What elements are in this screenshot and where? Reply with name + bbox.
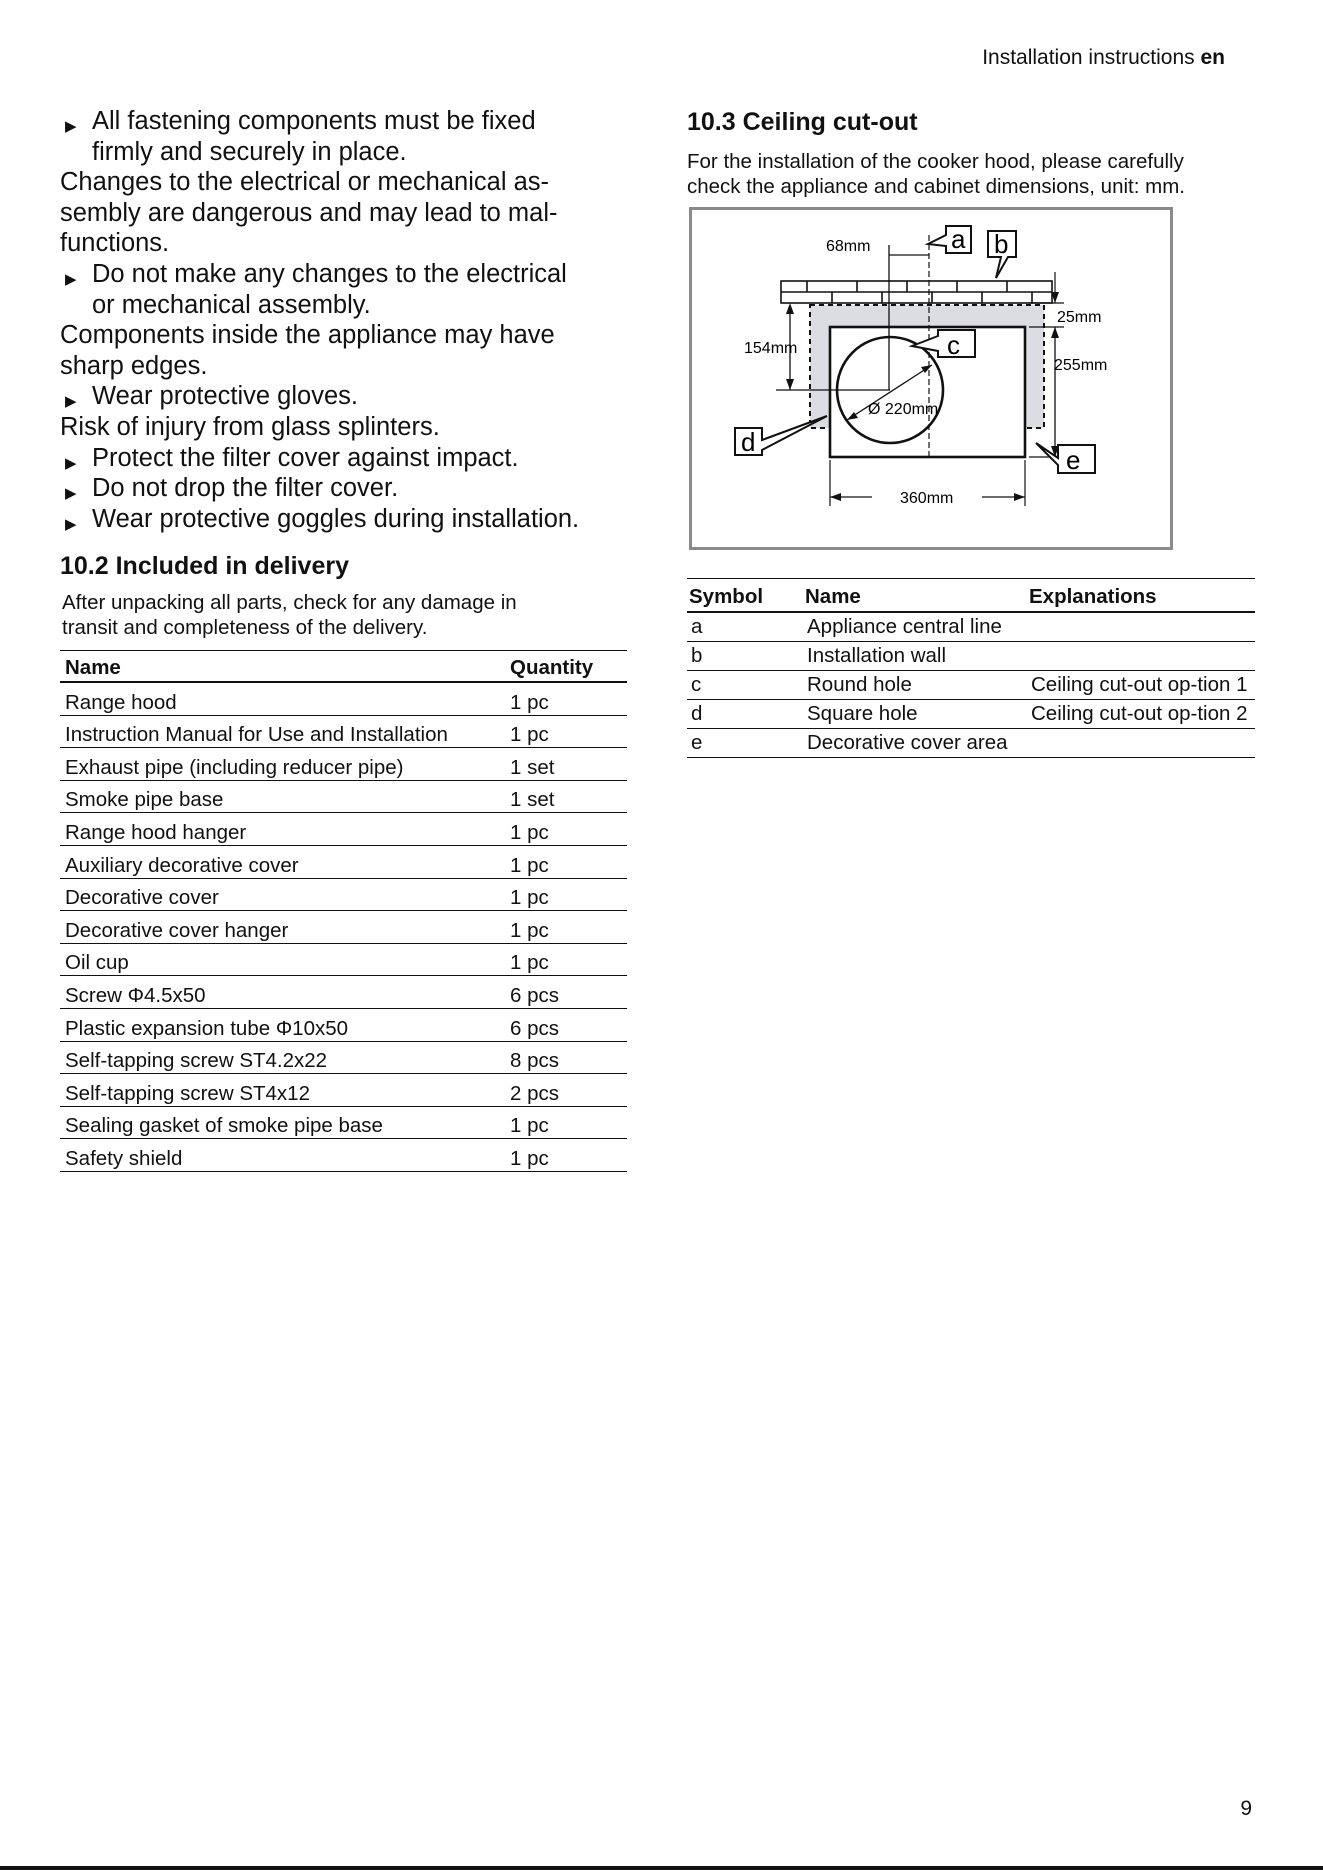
cell-symbol: e xyxy=(687,729,803,758)
item-name: Self-tapping screw ST4.2x22 xyxy=(60,1041,505,1074)
item-quantity: 1 set xyxy=(505,748,627,781)
table-row xyxy=(60,1041,627,1074)
triangle-bullet-icon: ▶ xyxy=(65,515,77,533)
section-title-delivery: 10.2 Included in delivery xyxy=(60,552,350,580)
item-name: Auxiliary decorative cover xyxy=(60,845,505,878)
item-name: Sealing gasket of smoke pipe base xyxy=(60,1106,505,1139)
item-quantity: 1 pc xyxy=(505,715,627,748)
header-language: en xyxy=(1200,46,1225,69)
cutout-drawing xyxy=(692,210,1170,547)
item-name: Self-tapping screw ST4x12 xyxy=(60,1074,505,1107)
item-name: Plastic expansion tube Φ10x50 xyxy=(60,1008,505,1041)
table-row xyxy=(60,1074,627,1107)
column-header-symbol: Symbol xyxy=(687,579,803,613)
item-name: Range hood xyxy=(60,682,505,715)
item-quantity: 8 pcs xyxy=(505,1041,627,1074)
paragraph-line: Changes to the electrical or mechanical as- xyxy=(60,168,549,197)
dim-68: 68mm xyxy=(826,238,871,255)
table-row xyxy=(60,1139,627,1172)
table-row xyxy=(60,682,627,715)
table-row xyxy=(60,976,627,1009)
table-row xyxy=(60,1008,627,1041)
cell-name: Round hole xyxy=(803,671,1027,700)
bullet-item: ▶ Do not drop the filter cover. xyxy=(60,473,630,504)
triangle-bullet-icon: ▶ xyxy=(65,270,77,288)
item-quantity: 1 pc xyxy=(505,845,627,878)
callout-d: d xyxy=(741,427,756,457)
bullet-item: ▶ Protect the filter cover against impact. xyxy=(60,443,630,474)
table-row xyxy=(60,748,627,781)
cell-name: Installation wall xyxy=(803,642,1027,671)
callout-a: a xyxy=(951,224,966,254)
item-quantity: 6 pcs xyxy=(505,1008,627,1041)
cell-expl xyxy=(1027,612,1255,642)
table-row xyxy=(687,642,1255,671)
dim-25: 25mm xyxy=(1057,309,1102,326)
paragraph-line: Components inside the appliance may have xyxy=(60,321,555,350)
item-name: Range hood hanger xyxy=(60,813,505,846)
triangle-bullet-icon: ▶ xyxy=(65,118,77,135)
callout-c: c xyxy=(947,330,960,360)
table-row xyxy=(687,700,1255,729)
item-name: Oil cup xyxy=(60,943,505,976)
column-header-name: Name xyxy=(60,651,505,683)
ceiling-cutout-diagram xyxy=(689,207,1173,550)
cell-symbol: d xyxy=(687,700,803,729)
section-title-cutout: 10.3 Ceiling cut-out xyxy=(687,108,918,136)
triangle-bullet-icon: ▶ xyxy=(65,485,77,503)
dim-360: 360mm xyxy=(900,490,954,507)
paragraph-line: functions. xyxy=(60,229,170,258)
item-quantity: 1 pc xyxy=(505,878,627,911)
item-quantity: 1 pc xyxy=(505,911,627,944)
item-name: Instruction Manual for Use and Installation xyxy=(60,715,505,748)
cell-name: Square hole xyxy=(803,700,1027,729)
paragraph-line: Risk of injury from glass splinters. xyxy=(60,412,440,441)
table-row xyxy=(60,845,627,878)
item-name: Exhaust pipe (including reducer pipe) xyxy=(60,748,505,781)
table-row xyxy=(60,715,627,748)
cell-expl: Ceiling cut-out op-tion 1 xyxy=(1027,671,1255,700)
item-quantity: 1 pc xyxy=(505,1106,627,1139)
table-row xyxy=(60,1106,627,1139)
cell-expl: Ceiling cut-out op-tion 2 xyxy=(1027,700,1255,729)
cell-expl xyxy=(1027,642,1255,671)
cell-expl xyxy=(1027,729,1255,758)
column-header-explanations: Explanations xyxy=(1027,579,1255,613)
callout-b: b xyxy=(994,229,1009,259)
cell-name: Appliance central line xyxy=(803,612,1027,642)
bullet-item: ▶ Wear protective goggles during installation. xyxy=(60,504,630,535)
column-header-name: Name xyxy=(803,579,1027,613)
cutout-intro: For the installation of the cooker hood, please carefully check the appliance and cabinet dimensions, unit: mm. xyxy=(687,150,1185,198)
header-title: Installation instructions xyxy=(982,46,1195,69)
item-quantity: 6 pcs xyxy=(505,976,627,1009)
dim-154: 154mm xyxy=(744,340,798,357)
table-row xyxy=(60,911,627,944)
symbol-table xyxy=(687,578,1255,758)
triangle-bullet-icon: ▶ xyxy=(65,454,77,472)
item-quantity: 1 set xyxy=(505,780,627,813)
item-quantity: 2 pcs xyxy=(505,1074,627,1107)
delivery-intro: After unpacking all parts, check for any damage in transit and completeness of the delivery. xyxy=(62,591,517,639)
dim-255: 255mm xyxy=(1054,357,1108,374)
item-quantity: 1 pc xyxy=(505,943,627,976)
callout-e: e xyxy=(1066,445,1081,475)
column-header-quantity: Quantity xyxy=(505,651,627,683)
bullet-item: ▶ Do not make any changes to the electrical or mechanical assembly. xyxy=(65,259,567,319)
bullet-item: ▶ Wear protective gloves. xyxy=(60,381,630,412)
table-row xyxy=(60,813,627,846)
safety-notes xyxy=(60,106,630,534)
table-row xyxy=(60,943,627,976)
installation-wall-shape xyxy=(781,281,1052,303)
delivery-table xyxy=(60,650,627,1172)
table-row xyxy=(60,780,627,813)
cell-symbol: b xyxy=(687,642,803,671)
dim-220: Ø 220mm xyxy=(868,401,939,418)
item-name: Screw Φ4.5x50 xyxy=(60,976,505,1009)
cell-name: Decorative cover area xyxy=(803,729,1027,758)
item-name: Decorative cover hanger xyxy=(60,911,505,944)
item-quantity: 1 pc xyxy=(505,813,627,846)
item-quantity: 1 pc xyxy=(505,1139,627,1172)
cell-symbol: c xyxy=(687,671,803,700)
item-name: Safety shield xyxy=(60,1139,505,1172)
item-quantity: 1 pc xyxy=(505,682,627,715)
footer-rule xyxy=(0,1866,1323,1870)
item-name: Smoke pipe base xyxy=(60,780,505,813)
table-row xyxy=(687,612,1255,642)
running-header xyxy=(982,46,1225,70)
cell-symbol: a xyxy=(687,612,803,642)
table-row xyxy=(687,729,1255,758)
table-row xyxy=(687,671,1255,700)
table-row xyxy=(60,878,627,911)
bullet-item: ▶ All fastening components must be fixed firmly and securely in place. xyxy=(65,107,536,166)
paragraph-line: sembly are dangerous and may lead to mal- xyxy=(60,198,558,227)
triangle-bullet-icon: ▶ xyxy=(65,393,77,411)
page-number: 9 xyxy=(1240,1797,1252,1820)
paragraph-line: sharp edges. xyxy=(60,351,208,380)
item-name: Decorative cover xyxy=(60,878,505,911)
